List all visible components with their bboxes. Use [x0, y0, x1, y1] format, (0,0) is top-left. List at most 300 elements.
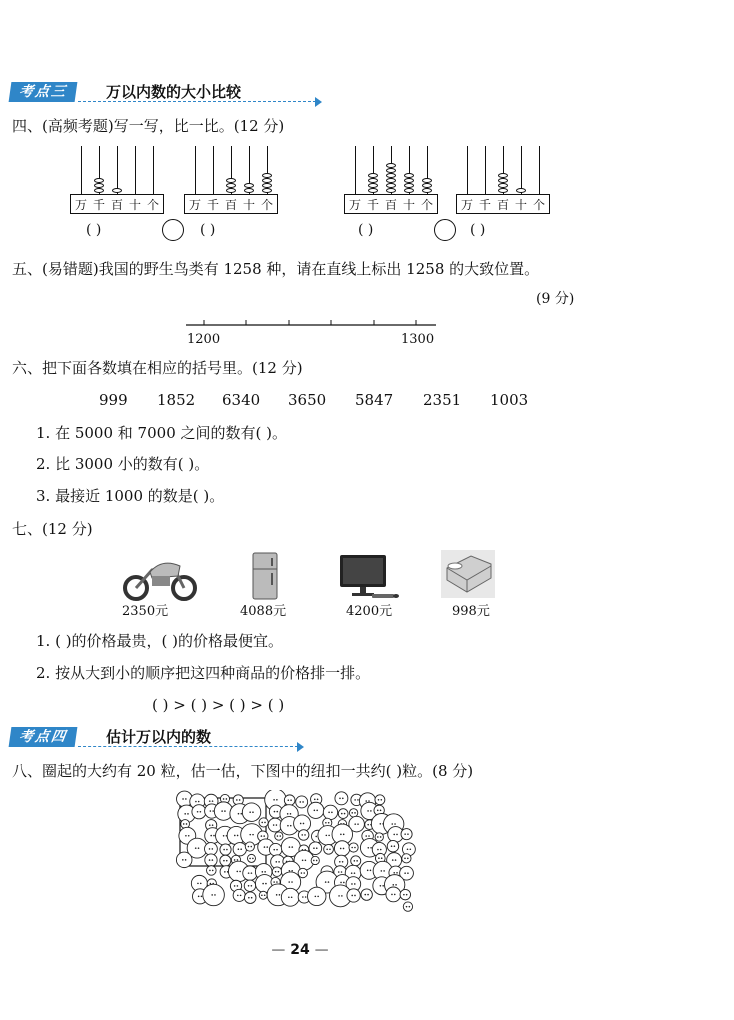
- question-item: 2. 按从大到小的顺序把这四种商品的价格排一排。: [36, 664, 371, 682]
- place-label: 百: [496, 198, 509, 212]
- button-hole: [380, 823, 382, 825]
- abacus-bead: [386, 188, 396, 193]
- button-circle: [375, 795, 385, 805]
- button-hole: [354, 847, 356, 849]
- place-label: 百: [224, 198, 237, 212]
- abacus-bead: [368, 178, 378, 183]
- button-hole: [356, 860, 358, 862]
- button-hole: [370, 870, 372, 872]
- button-hole: [407, 833, 409, 835]
- button-hole: [377, 836, 379, 838]
- button-hole: [212, 848, 214, 850]
- button-hole: [182, 859, 184, 861]
- abacus-bead: [262, 178, 272, 183]
- button-hole: [279, 835, 281, 837]
- place-label: 千: [366, 198, 379, 212]
- button-hole: [273, 824, 275, 826]
- price-label: 4200元: [346, 604, 393, 619]
- button-hole: [287, 825, 289, 827]
- button-hole: [239, 871, 241, 873]
- button-hole: [395, 884, 397, 886]
- price-label: 4088元: [240, 604, 287, 619]
- button-hole: [289, 870, 291, 872]
- button-hole: [409, 906, 411, 908]
- button-hole: [251, 897, 253, 899]
- button-hole: [304, 834, 306, 836]
- button-hole: [197, 811, 199, 813]
- button-circle: [338, 809, 348, 819]
- button-hole: [380, 885, 382, 887]
- button-circle: [323, 805, 337, 819]
- button-circle: [400, 889, 410, 899]
- answer-blank[interactable]: ( ): [358, 222, 374, 238]
- button-hole: [237, 835, 239, 837]
- button-hole: [248, 872, 250, 874]
- button-hole: [377, 849, 379, 851]
- button-hole: [195, 847, 197, 849]
- button-hole: [288, 896, 290, 898]
- button-hole: [382, 885, 384, 887]
- button-hole: [316, 810, 318, 812]
- button-hole: [198, 801, 200, 803]
- number-line[interactable]: [184, 315, 440, 331]
- place-label: 十: [514, 198, 527, 212]
- button-hole: [325, 822, 327, 824]
- place-label: 千: [206, 198, 219, 212]
- button-hole: [301, 872, 303, 874]
- abacus-bead: [226, 178, 236, 183]
- button-hole: [328, 822, 330, 824]
- button-hole: [302, 896, 304, 898]
- button-circle: [207, 866, 217, 876]
- button-hole: [210, 810, 212, 812]
- question-8-title: 八、圈起的大约有 20 粒，估一估，下图中的纽扣一共约( )粒。(8 分): [12, 762, 474, 780]
- abacus-bead: [516, 188, 526, 193]
- button-hole: [380, 810, 382, 812]
- button-hole: [354, 812, 356, 814]
- button-hole: [261, 894, 263, 896]
- button-hole: [341, 813, 343, 815]
- button-hole: [248, 897, 250, 899]
- divider: [78, 746, 298, 747]
- abacus-bead: [94, 188, 104, 193]
- button-hole: [342, 861, 344, 863]
- button-hole: [317, 896, 319, 898]
- button-hole: [344, 813, 346, 815]
- place-label: 十: [402, 198, 415, 212]
- button-hole: [276, 849, 278, 851]
- button-hole: [252, 858, 254, 860]
- button-hole: [291, 846, 293, 848]
- button-circle: [361, 889, 372, 900]
- answer-blank[interactable]: ( ): [200, 222, 216, 238]
- question-4-title: 四、(高频考题)写一写，比一比。(12 分): [12, 117, 285, 135]
- button-hole: [261, 822, 263, 824]
- bed-icon: [441, 550, 495, 598]
- abacus-rod: [213, 146, 214, 194]
- button-hole: [236, 799, 238, 801]
- button-hole: [234, 859, 236, 861]
- button-hole: [264, 871, 266, 873]
- arrow-icon: [297, 742, 304, 752]
- place-label: 万: [188, 198, 201, 212]
- button-circle: [205, 854, 217, 866]
- abacus-bead: [94, 183, 104, 188]
- button-hole: [273, 799, 275, 801]
- button-hole: [185, 859, 187, 861]
- abacus-bead: [404, 173, 414, 178]
- button-hole: [339, 861, 341, 863]
- button-circle: [308, 887, 326, 905]
- button-hole: [290, 813, 292, 815]
- button-hole: [209, 824, 211, 826]
- number-item: 5847: [355, 391, 394, 409]
- button-hole: [303, 872, 305, 874]
- computer-icon: [336, 554, 400, 600]
- button-circle: [401, 829, 412, 840]
- section-header-4: [10, 727, 306, 747]
- button-hole: [252, 834, 254, 836]
- button-hole: [183, 823, 185, 825]
- button-hole: [184, 813, 186, 815]
- button-hole: [200, 883, 202, 885]
- button-hole: [340, 848, 342, 850]
- abacus-rod: [153, 146, 154, 194]
- button-hole: [380, 849, 382, 851]
- button-hole: [331, 812, 333, 814]
- button-hole: [252, 811, 254, 813]
- abacus-bead: [422, 183, 432, 188]
- button-hole: [328, 835, 330, 837]
- button-hole: [329, 849, 331, 851]
- button-hole: [392, 884, 394, 886]
- button-hole: [273, 849, 275, 851]
- button-hole: [198, 896, 200, 898]
- compare-circle[interactable]: [162, 219, 184, 241]
- button-hole: [301, 834, 303, 836]
- question-item[interactable]: 3. 最接近 1000 的数是( )。: [36, 487, 225, 505]
- divider: [78, 101, 316, 102]
- button-hole: [224, 871, 226, 873]
- abacus-rod: [135, 146, 136, 194]
- button-hole: [393, 834, 395, 836]
- button-hole: [406, 894, 408, 896]
- button-hole: [354, 823, 356, 825]
- button-hole: [275, 871, 277, 873]
- button-hole: [314, 799, 316, 801]
- button-circle: [176, 852, 192, 868]
- button-hole: [214, 894, 216, 896]
- button-circle: [220, 855, 231, 866]
- button-circle: [351, 856, 361, 866]
- button-circle: [386, 887, 401, 902]
- compare-circle[interactable]: [434, 219, 456, 241]
- abacus-bead: [498, 178, 508, 183]
- button-hole: [261, 835, 263, 837]
- section-tag: 考点四: [9, 727, 78, 747]
- question-6-title: 六、把下面各数填在相应的括号里。(12 分): [12, 359, 303, 377]
- button-hole: [212, 870, 214, 872]
- abacus-rod: [81, 146, 82, 194]
- button-hole: [182, 798, 184, 800]
- button-hole: [300, 823, 302, 825]
- button-hole: [210, 835, 212, 837]
- button-hole: [290, 825, 292, 827]
- button-hole: [209, 859, 211, 861]
- button-hole: [212, 810, 214, 812]
- button-circle: [275, 832, 283, 840]
- question-item[interactable]: 1. 在 5000 和 7000 之间的数有( )。: [36, 424, 287, 442]
- abacus-bead: [262, 183, 272, 188]
- abacus-bead: [498, 183, 508, 188]
- button-hole: [291, 881, 293, 883]
- button-hole: [364, 894, 366, 896]
- button-hole: [226, 798, 228, 800]
- motorcycle-icon: [122, 554, 200, 602]
- abacus-bead: [244, 188, 254, 193]
- button-circle: [298, 830, 309, 841]
- button-hole: [198, 847, 200, 849]
- button-hole: [354, 799, 356, 801]
- button-hole: [315, 896, 317, 898]
- button-hole: [343, 848, 345, 850]
- button-hole: [290, 799, 292, 801]
- button-hole: [328, 812, 330, 814]
- price-label: 2350元: [122, 604, 169, 619]
- button-hole: [328, 881, 330, 883]
- button-circle: [335, 792, 348, 805]
- button-circle: [349, 809, 357, 817]
- button-hole: [343, 882, 345, 884]
- button-hole: [249, 858, 251, 860]
- page-number: — 24 —: [271, 942, 329, 958]
- button-hole: [248, 885, 250, 887]
- button-hole: [237, 895, 239, 897]
- button-hole: [368, 800, 370, 802]
- place-label: 十: [242, 198, 255, 212]
- place-label: 千: [92, 198, 105, 212]
- abacus-bead: [112, 188, 122, 193]
- abacus-bead: [498, 188, 508, 193]
- abacus-bead: [386, 163, 396, 168]
- abacus-bead: [226, 188, 236, 193]
- button-hole: [299, 801, 301, 803]
- abacus-bead: [404, 188, 414, 193]
- button-hole: [338, 895, 340, 897]
- button-hole: [391, 894, 393, 896]
- button-hole: [404, 833, 406, 835]
- button-hole: [340, 834, 342, 836]
- abacus-rod: [355, 146, 356, 194]
- button-hole: [407, 858, 409, 860]
- button-hole: [185, 835, 187, 837]
- button-hole: [209, 870, 211, 872]
- number-item: 1003: [490, 391, 529, 409]
- abacus-bead: [386, 178, 396, 183]
- question-item[interactable]: 1. ( )的价格最贵，( )的价格最便宜。: [36, 632, 284, 650]
- abacus-bead: [368, 173, 378, 178]
- button-hole: [234, 835, 236, 837]
- button-hole: [351, 847, 353, 849]
- button-hole: [342, 798, 344, 800]
- button-hole: [354, 860, 356, 862]
- button-hole: [278, 871, 280, 873]
- button-circle: [334, 841, 349, 856]
- button-hole: [305, 896, 307, 898]
- button-hole: [338, 871, 340, 873]
- abacus-bead: [244, 183, 254, 188]
- answer-blank[interactable]: ( ): [470, 222, 486, 238]
- section-title: 万以内数的大小比较: [106, 83, 242, 101]
- tick-label-left: 1200: [187, 332, 221, 347]
- button-hole: [278, 861, 280, 863]
- button-hole: [188, 835, 190, 837]
- button-hole: [404, 872, 406, 874]
- button-circle: [298, 868, 307, 877]
- abacus-bead: [368, 183, 378, 188]
- button-hole: [377, 810, 379, 812]
- place-label: 百: [384, 198, 397, 212]
- button-circle: [203, 884, 225, 906]
- button-hole: [396, 872, 398, 874]
- button-hole: [339, 798, 341, 800]
- button-circle: [192, 805, 206, 819]
- section-tag: 考点三: [9, 82, 78, 102]
- button-circle: [284, 795, 295, 806]
- button-hole: [354, 883, 356, 885]
- button-hole: [276, 799, 278, 801]
- question-item[interactable]: 2. 比 3000 小的数有( )。: [36, 455, 210, 473]
- button-circle: [294, 815, 311, 832]
- button-hole: [276, 894, 278, 896]
- question-7-title: 七、(12 分): [12, 520, 93, 538]
- button-hole: [367, 824, 369, 826]
- button-hole: [354, 872, 356, 874]
- section-header-3: [10, 82, 322, 102]
- button-hole: [326, 835, 328, 837]
- button-hole: [251, 872, 253, 874]
- button-hole: [391, 823, 393, 825]
- button-hole: [302, 801, 304, 803]
- button-hole: [212, 859, 214, 861]
- abacus-rod: [117, 146, 118, 194]
- button-hole: [302, 859, 304, 861]
- button-hole: [262, 871, 264, 873]
- button-hole: [314, 810, 316, 812]
- button-hole: [240, 848, 242, 850]
- button-hole: [273, 881, 275, 883]
- abacus-bead: [404, 183, 414, 188]
- button-hole: [248, 846, 250, 848]
- button-hole: [276, 811, 278, 813]
- button-hole: [291, 870, 293, 872]
- button-hole: [276, 824, 278, 826]
- button-circle: [259, 891, 267, 899]
- number-item: 2351: [423, 391, 462, 409]
- button-circle: [242, 803, 260, 821]
- place-label: 万: [348, 198, 361, 212]
- abacus-bead: [262, 173, 272, 178]
- button-hole: [370, 847, 372, 849]
- button-hole: [185, 798, 187, 800]
- button-circle: [205, 843, 218, 856]
- button-hole: [315, 836, 317, 838]
- button-hole: [394, 845, 396, 847]
- button-hole: [240, 895, 242, 897]
- button-hole: [209, 800, 211, 802]
- place-label: 万: [74, 198, 87, 212]
- button-circle: [387, 840, 398, 851]
- button-hole: [264, 894, 266, 896]
- button-hole: [249, 834, 251, 836]
- button-hole: [313, 860, 315, 862]
- button-hole: [394, 823, 396, 825]
- tick-label-right: 1300: [401, 332, 435, 347]
- button-circle: [375, 833, 383, 841]
- abacus-bead: [386, 173, 396, 178]
- button-hole: [378, 799, 380, 801]
- abacus-rod: [467, 146, 468, 194]
- abacus-bead: [498, 173, 508, 178]
- button-hole: [277, 835, 279, 837]
- abacus-bead: [386, 168, 396, 173]
- button-hole: [195, 801, 197, 803]
- button-circle: [244, 892, 255, 903]
- button-circle: [311, 856, 319, 864]
- abacus-rod: [485, 146, 486, 194]
- button-hole: [237, 859, 239, 861]
- button-hole: [266, 846, 268, 848]
- button-hole: [404, 858, 406, 860]
- number-item: 6340: [222, 391, 261, 409]
- place-label: 个: [260, 198, 273, 212]
- button-circle: [347, 889, 360, 902]
- button-hole: [357, 799, 359, 801]
- button-hole: [367, 847, 369, 849]
- button-hole: [367, 810, 369, 812]
- button-hole: [226, 860, 228, 862]
- abacus-bead: [422, 188, 432, 193]
- button-hole: [223, 849, 225, 851]
- button-hole: [262, 883, 264, 885]
- button-hole: [380, 799, 382, 801]
- answer-blank[interactable]: ( ): [86, 222, 102, 238]
- price-label: 998元: [452, 604, 490, 619]
- button-hole: [187, 813, 189, 815]
- place-label: 个: [532, 198, 545, 212]
- button-hole: [365, 800, 367, 802]
- button-circle: [281, 888, 299, 906]
- button-circle: [245, 842, 254, 851]
- button-circle: [308, 802, 324, 818]
- button-hole: [288, 881, 290, 883]
- place-label: 十: [128, 198, 141, 212]
- order-blanks[interactable]: ( ) > ( ) > ( ) > ( ): [152, 696, 285, 714]
- button-circle: [233, 889, 245, 901]
- button-hole: [316, 847, 318, 849]
- button-hole: [240, 813, 242, 815]
- button-circle: [296, 796, 308, 808]
- button-hole: [197, 883, 199, 885]
- place-label: 千: [478, 198, 491, 212]
- button-hole: [340, 882, 342, 884]
- button-hole: [357, 823, 359, 825]
- button-hole: [200, 811, 202, 813]
- button-hole: [381, 857, 383, 859]
- place-label: 个: [146, 198, 159, 212]
- button-hole: [380, 836, 382, 838]
- place-label: 百: [110, 198, 123, 212]
